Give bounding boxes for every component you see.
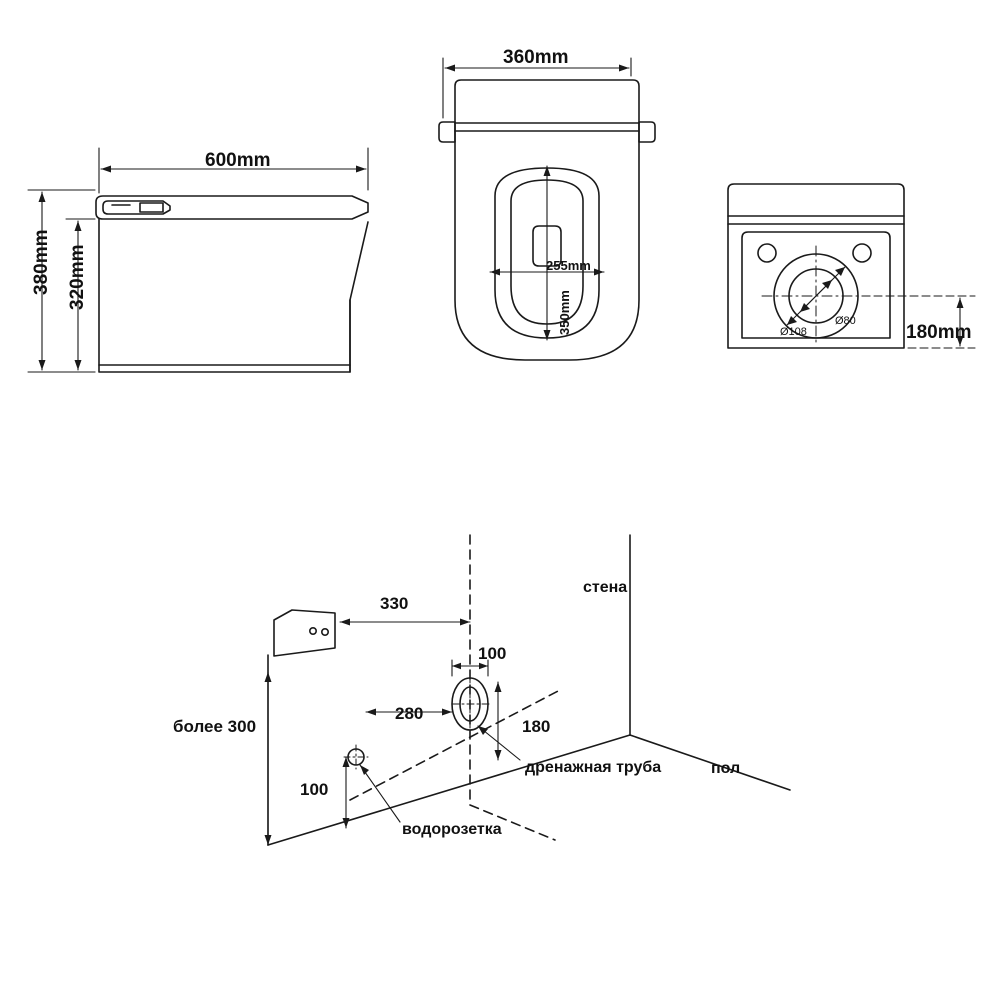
dim-label-600mm: 600mm xyxy=(205,150,271,171)
label-wall: стена xyxy=(583,579,628,596)
dim-label-255mm: 255mm xyxy=(546,258,591,273)
dim-label-180: 180 xyxy=(522,717,551,736)
dim-label-diameter-108: Ø108 xyxy=(780,326,807,338)
dim-label-360mm: 360mm xyxy=(503,47,569,68)
dim-label-380mm: 380mm xyxy=(31,229,52,295)
dim-label-diameter-80: Ø80 xyxy=(835,315,856,327)
label-floor: пол xyxy=(711,760,741,777)
dim-label-socket-height-100: 100 xyxy=(300,780,329,799)
dim-label-280: 280 xyxy=(395,704,424,723)
label-drain-pipe: дренажная труба xyxy=(525,759,662,776)
rear-view-outline xyxy=(728,184,904,348)
side-view-outline xyxy=(96,196,368,372)
installation-scheme xyxy=(265,535,791,845)
label-min-height: более 300 xyxy=(173,717,257,736)
dim-label-drain-width-100: 100 xyxy=(478,644,507,663)
dim-label-320mm: 320mm xyxy=(67,244,88,310)
dim-label-330: 330 xyxy=(380,594,409,613)
dim-350mm xyxy=(544,166,551,340)
dim-label-180mm: 180mm xyxy=(906,322,972,343)
label-water-socket: водорозетка xyxy=(402,821,502,838)
dim-label-350mm: 350mm xyxy=(557,290,572,335)
